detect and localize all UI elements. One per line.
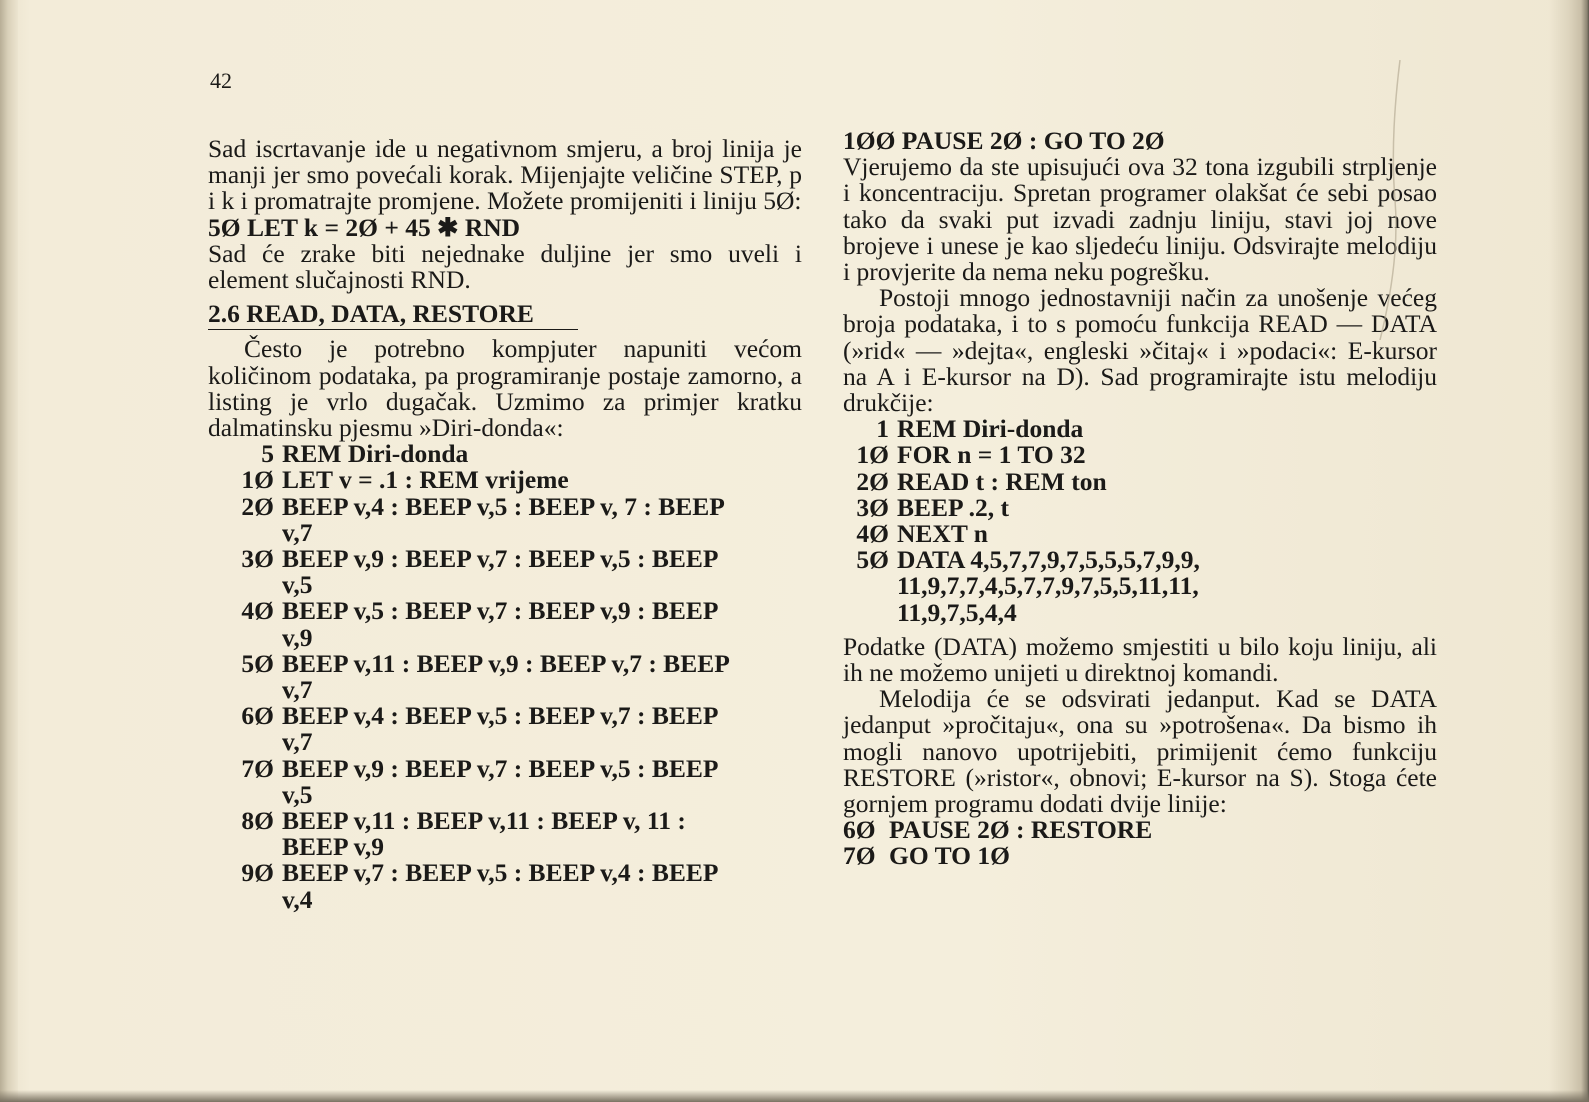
line-number: 6Ø xyxy=(843,815,876,845)
paper-crease xyxy=(1360,60,1420,340)
line-text: DATA 4,5,7,7,9,7,5,5,5,7,9,9, xyxy=(897,545,1200,575)
code-line xyxy=(228,546,802,572)
line-number: 2Ø xyxy=(856,466,889,496)
right-paragraph-1: Vjerujemo da ste upisujući ova 32 tona izgubili strpljenje i koncentraciju. Spretan programer olakšat će sebi posao tako da svaki put izvadi zadnju liniju, stavi joj nove brojeve i unese je kao sljedeću liniju. Odsvirajte melodiju i provjerite da nema neku pogrešku. xyxy=(843,152,1437,287)
code-line xyxy=(843,843,1437,869)
line-number: 4Ø xyxy=(241,596,274,626)
line-text: FOR n = 1 TO 32 xyxy=(897,440,1086,470)
line-text: NEXT n xyxy=(897,519,988,549)
line-number: 5 xyxy=(261,439,274,469)
code-line-continuation: BEEP v,9 xyxy=(282,832,385,862)
page-bottom-shadow xyxy=(0,1090,1589,1102)
code-line-continuation: v,5 xyxy=(282,570,313,600)
program-listing-restore xyxy=(843,817,1437,869)
right-paragraph-2: Postoji mnogo jednostavniji način za unošenje većeg broja podataka, i to s pomoću funkcija READ — DATA (»rid« — »dejta«, engleski »čitaj« i »podaci«: E-kursor na A i E-kursor na D). Sad programirajte istu melodiju drukčije: xyxy=(843,283,1437,418)
line-text: BEEP v,4 : BEEP v,5 : BEEP v, 7 : BEEP xyxy=(282,491,725,521)
code-line-continuation: v,9 xyxy=(282,622,313,652)
line-number: 8Ø xyxy=(241,806,274,836)
code-line-continuation: 11,9,7,5,4,4 xyxy=(897,597,1017,627)
line-text: READ t : REM ton xyxy=(897,466,1107,496)
page-number: 42 xyxy=(210,68,232,93)
code-line xyxy=(843,416,1437,442)
book-spine xyxy=(0,0,18,1102)
code-line xyxy=(228,598,802,624)
line-text: LET v = .1 : REM vrijeme xyxy=(282,465,569,495)
code-line xyxy=(843,442,1437,468)
line-number: 6Ø xyxy=(241,701,274,731)
code-line xyxy=(228,441,802,467)
left-column xyxy=(208,136,802,913)
left-code-line-50: 5Ø LET k = 2Ø + 45 ✱ RND xyxy=(208,212,521,242)
code-line xyxy=(228,648,802,678)
line-number: 3Ø xyxy=(856,492,889,522)
code-line xyxy=(843,521,1437,547)
code-line-continuation: v,7 xyxy=(282,517,313,547)
line-text: BEEP v,7 : BEEP v,5 : BEEP v,4 : BEEP xyxy=(282,858,719,888)
program-listing-beep xyxy=(208,441,802,913)
line-number: 1Ø xyxy=(856,440,889,470)
line-text: GO TO 1Ø xyxy=(889,841,1010,871)
line-text: BEEP v,5 : BEEP v,7 : BEEP v,9 : BEEP xyxy=(282,596,719,626)
code-line-continuation: v,7 xyxy=(282,675,313,705)
code-line xyxy=(843,466,1437,496)
right-paragraph-4: Melodija će se odsvirati jedanput. Kad se DATA jedanput »pročitaju«, ona su »potrošena«. Da bismo ih mogli nanovo upotrijebiti, primijenit ćemo funkciju RESTORE (»ristor«, obnovi; E-kursor na S). Stoga ćete gornjem programu dodati dvije linije: xyxy=(843,684,1437,819)
right-paragraph-3: Podatke (DATA) možemo smjestiti u bilo koju liniju, ali ih ne možemo unijeti u direktnoj komandi. xyxy=(843,631,1437,688)
left-paragraph-2: Sad će zrake biti nejednake duljine jer smo uveli i element slučajnosti RND. xyxy=(208,238,802,295)
line-text: REM Diri-donda xyxy=(282,439,469,469)
page-edge-shadow xyxy=(1549,0,1589,1102)
line-text: PAUSE 2Ø : RESTORE xyxy=(889,815,1153,845)
code-line xyxy=(843,547,1437,573)
line-text: REM Diri-donda xyxy=(897,414,1084,444)
code-line xyxy=(228,703,802,729)
line-number: 4Ø xyxy=(856,519,889,549)
code-line xyxy=(228,491,802,521)
line-number: 1 xyxy=(876,414,889,444)
line-number: 5Ø xyxy=(241,648,274,678)
code-line-continuation: v,4 xyxy=(282,884,313,914)
code-line xyxy=(228,808,802,834)
code-line-continuation: v,7 xyxy=(282,727,313,757)
section-heading: 2.6 READ, DATA, RESTORE xyxy=(208,301,578,330)
line-number: 3Ø xyxy=(241,544,274,574)
code-line-continuation: v,5 xyxy=(282,779,313,809)
line-text: BEEP v,4 : BEEP v,5 : BEEP v,7 : BEEP xyxy=(282,701,719,731)
right-column xyxy=(843,128,1437,870)
line-text: BEEP v,11 : BEEP v,11 : BEEP v, 11 : xyxy=(282,806,686,836)
right-code-line-100: 1ØØ PAUSE 2Ø : GO TO 2Ø xyxy=(843,126,1165,155)
line-number: 9Ø xyxy=(241,858,274,888)
code-line xyxy=(228,860,802,886)
code-line xyxy=(228,753,802,783)
line-number: 2Ø xyxy=(241,491,274,521)
code-line xyxy=(843,492,1437,522)
left-paragraph-3: Često je potrebno kompjuter napuniti većom količinom podataka, pa programiranje postaje zamorno, a listing je vrlo dugačak. Uzmimo za primjer kratku dalmatinsku pjesmu »Diri-donda«: xyxy=(208,334,802,443)
program-listing-read-data xyxy=(843,416,1437,626)
code-line xyxy=(843,817,1437,843)
left-paragraph-1: Sad iscrtavanje ide u negativnom smjeru, a broj linija je manji jer smo povećali korak. Mijenjajte veličine STEP, p i k i promatrajte promjene. Možete promijeniti i liniju 5Ø: xyxy=(208,134,802,216)
line-number: 5Ø xyxy=(856,545,889,575)
line-number: 7Ø xyxy=(241,753,274,783)
line-number: 7Ø xyxy=(843,841,876,871)
line-text: BEEP v,9 : BEEP v,7 : BEEP v,5 : BEEP xyxy=(282,753,719,783)
line-text: BEEP v,9 : BEEP v,7 : BEEP v,5 : BEEP xyxy=(282,544,719,574)
line-number: 1Ø xyxy=(241,465,274,495)
line-text: BEEP v,11 : BEEP v,9 : BEEP v,7 : BEEP xyxy=(282,648,730,678)
code-line-continuation: 11,9,7,7,4,5,7,7,9,7,5,5,11,11, xyxy=(897,571,1199,601)
code-line xyxy=(228,467,802,493)
line-text: BEEP .2, t xyxy=(897,492,1009,522)
